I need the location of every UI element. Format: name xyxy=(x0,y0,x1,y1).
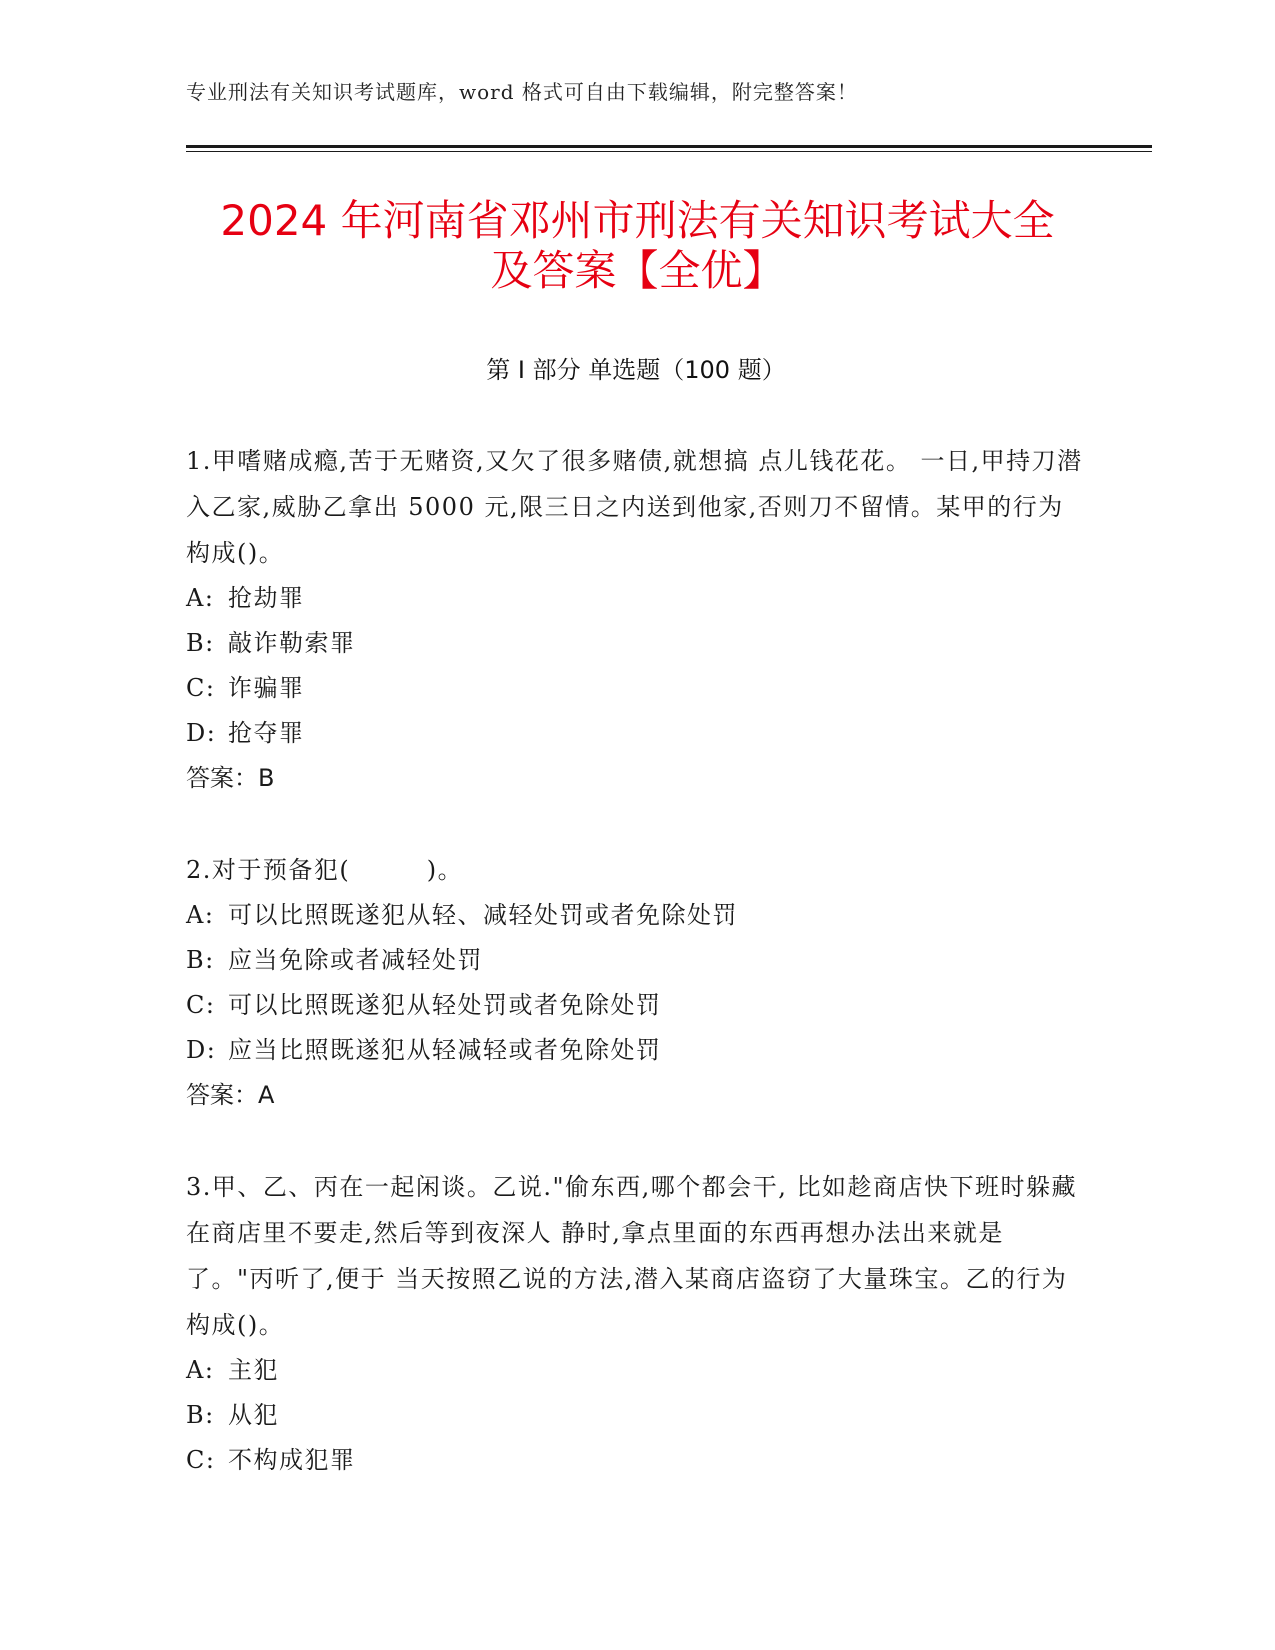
option-key: A: xyxy=(186,901,215,929)
option-d xyxy=(186,711,1086,756)
option-text: 应当比照既遂犯从轻减轻或者免除处罚 xyxy=(228,1036,662,1064)
question-1 xyxy=(186,438,1086,801)
document-title xyxy=(160,196,1115,296)
title-line-2: 及答案【全优】 xyxy=(490,246,785,295)
section-title: 第 I 部分 单选题（100 题） xyxy=(486,356,786,384)
option-text: 抢夺罪 xyxy=(228,719,305,747)
option-key: D: xyxy=(186,719,217,747)
option-text: 主犯 xyxy=(228,1356,279,1384)
question-stem: 3.甲、乙、丙在一起闲谈。乙说."偷东西,哪个都会干, 比如趁商店快下班时躲藏在商店里不要走,然后等到夜深人 静时,拿点里面的东西再想办法出来就是了。"丙听了,便于 当天按照乙说的方法,潜入某商店盗窃了大量珠宝。乙的行为构成()。 xyxy=(186,1173,1077,1339)
title-line-1: 2024 年河南省邓州市刑法有关知识考试大全 xyxy=(220,196,1055,245)
option-text: 可以比照既遂犯从轻处罚或者免除处罚 xyxy=(228,991,662,1019)
answer-line: 答案：A xyxy=(186,1081,275,1109)
option-text: 可以比照既遂犯从轻、减轻处罚或者免除处罚 xyxy=(228,901,738,929)
option-key: A: xyxy=(186,1356,215,1384)
option-c xyxy=(186,1438,1086,1483)
question-2 xyxy=(186,847,1086,1118)
header-note: 专业刑法有关知识考试题库，word 格式可自由下载编辑，附完整答案！ xyxy=(186,80,858,104)
header-rule-thin xyxy=(186,151,1152,152)
option-text: 应当免除或者减轻处罚 xyxy=(228,946,483,974)
option-c xyxy=(186,666,1086,711)
header-rule-thick xyxy=(186,145,1152,148)
option-a xyxy=(186,893,1086,938)
option-a xyxy=(186,576,1086,621)
option-text: 抢劫罪 xyxy=(228,584,305,612)
question-stem: 2.对于预备犯( )。 xyxy=(186,856,464,884)
option-text: 从犯 xyxy=(228,1401,279,1429)
question-list xyxy=(186,438,1086,1529)
option-key: C: xyxy=(186,674,216,702)
option-d xyxy=(186,1028,1086,1073)
option-text: 不构成犯罪 xyxy=(228,1446,356,1474)
option-c xyxy=(186,983,1086,1028)
option-key: C: xyxy=(186,991,216,1019)
option-key: A: xyxy=(186,584,215,612)
option-b xyxy=(186,621,1086,666)
option-key: B: xyxy=(186,946,215,974)
option-text: 敲诈勒索罪 xyxy=(228,629,356,657)
option-b xyxy=(186,938,1086,983)
question-stem: 1.甲嗜赌成瘾,苦于无赌资,又欠了很多赌债,就想搞 点儿钱花花。 一日,甲持刀潜入乙家,威胁乙拿出 5000 元,限三日之内送到他家,否则刀不留情。某甲的行为构成()。 xyxy=(186,447,1083,567)
option-text: 诈骗罪 xyxy=(228,674,305,702)
option-key: B: xyxy=(186,1401,215,1429)
option-key: B: xyxy=(186,629,215,657)
option-key: D: xyxy=(186,1036,217,1064)
answer-line: 答案：B xyxy=(186,764,275,792)
option-b xyxy=(186,1393,1086,1438)
question-3 xyxy=(186,1164,1086,1483)
option-a xyxy=(186,1348,1086,1393)
option-key: C: xyxy=(186,1446,216,1474)
